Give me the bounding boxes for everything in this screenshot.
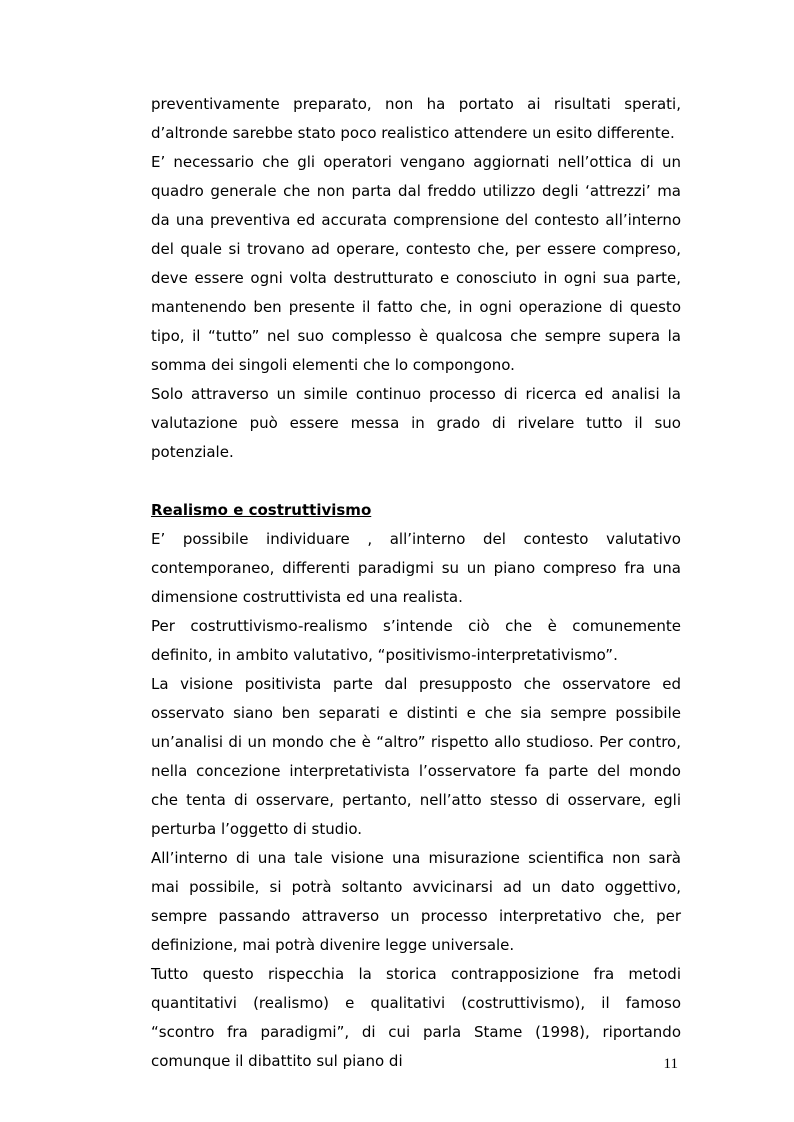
- paragraph: E’ possibile individuare , all’interno del contesto valutativo contemporaneo, differenti paradigmi su un piano compreso fra una dimensione costruttivista ed una realista.: [151, 530, 681, 606]
- paragraph: La visione positivista parte dal presupposto che osservatore ed osservato siano ben separati e distinti e che sia sempre possibile un’analisi di un mondo che è “altro” rispetto allo studioso. Per contro, nella concezione interpretativista l’osservatore fa parte del mondo che tenta di osservare, pertanto, nell’atto stesso di osservare, egli perturba l’oggetto di studio.: [151, 675, 681, 838]
- paragraph: E’ necessario che gli operatori vengano aggiornati nell’ottica di un quadro generale che non parta dal freddo utilizzo degli ‘attrezzi’ ma da una preventiva ed accurata comprensione del contesto all’interno del quale si trovano ad operare, contesto che, per essere compreso, deve essere ogni volta destrutturato e conosciuto in ogni sua parte, mantenendo ben presente il fatto che, in ogni operazione di questo tipo, il “tutto” nel suo complesso è qualcosa che sempre supera la somma dei singoli elementi che lo compongono.: [151, 153, 681, 374]
- paragraph: All’interno di una tale visione una misurazione scientifica non sarà mai possibile, si potrà soltanto avvicinarsi ad un dato oggettivo, sempre passando attraverso un processo interpretativo che, per definizione, mai potrà divenire legge universale.: [151, 849, 681, 954]
- paragraph: preventivamente preparato, non ha portato ai risultati sperati, d’altronde sarebbe stato poco realistico attendere un esito differente.: [151, 95, 681, 142]
- paragraph: Solo attraverso un simile continuo processo di ricerca ed analisi la valutazione può essere messa in grado di rivelare tutto il suo potenziale.: [151, 385, 681, 461]
- body-text-top: [151, 90, 681, 467]
- page-number: 11: [663, 1056, 678, 1072]
- paragraph: Per costruttivismo-realismo s’intende ciò che è comunemente definito, in ambito valutativo, “positivismo-interpretativismo”.: [151, 617, 681, 664]
- paragraph: Tutto questo rispecchia la storica contrapposizione fra metodi quantitativi (realismo) e qualitativi (costruttivismo), il famoso “scontro fra paradigmi”, di cui parla Stame (1998), riportando comunque il dibattito sul piano di: [151, 965, 681, 1070]
- section-realismo: [151, 496, 681, 1076]
- section-heading: Realismo e costruttivismo: [151, 501, 372, 519]
